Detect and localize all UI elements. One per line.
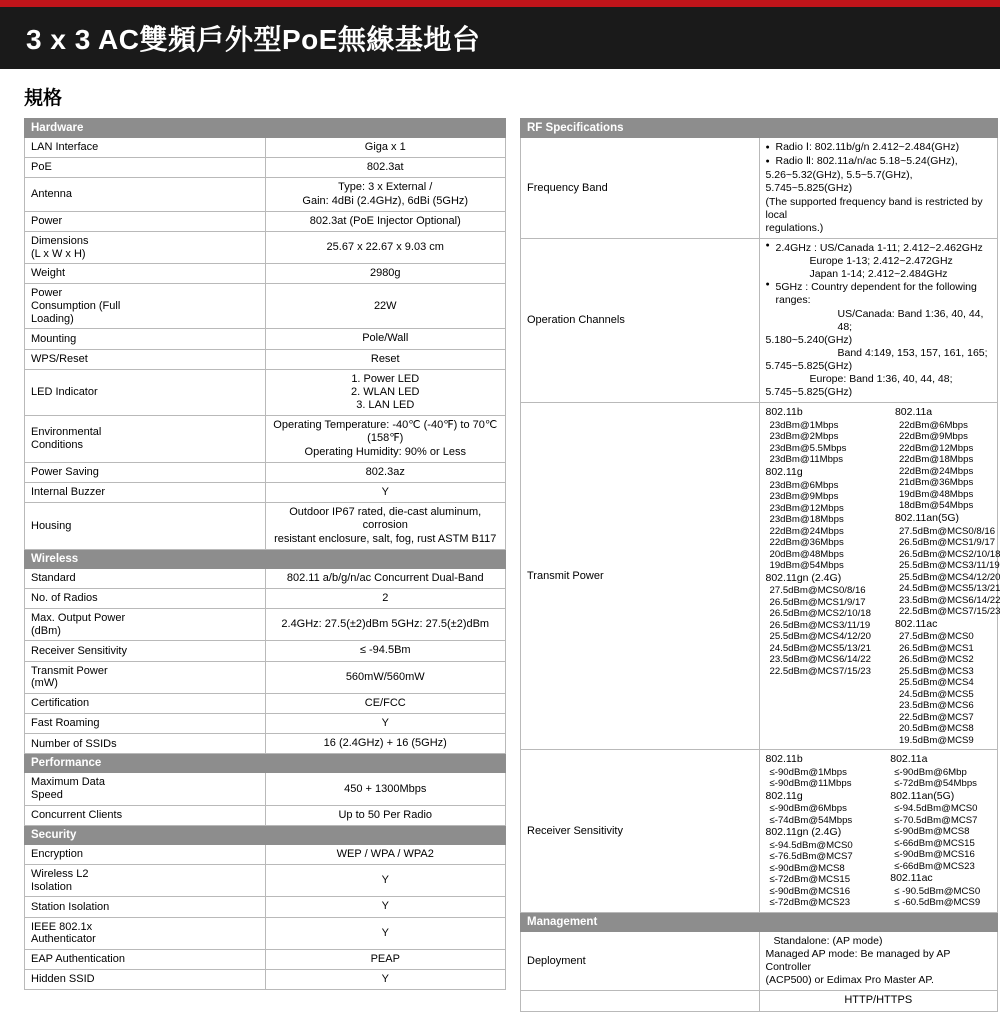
power-value-line: 24.5dBm@MCS5 (898, 688, 974, 700)
deployment-line: Standalone: (AP mode) (773, 934, 883, 947)
spec-value: 802.3az (265, 462, 506, 482)
transmit-power-left (766, 406, 871, 746)
transmit-power-label: Transmit Power (521, 403, 760, 750)
power-value-line: 23dBm@6Mbps (769, 479, 839, 491)
power-group-title: 802.11ac (894, 617, 938, 630)
table-row (25, 178, 506, 211)
section-heading: 規格 (24, 88, 63, 109)
power-value-line: 20dBm@48Mbps (769, 548, 844, 560)
frequency-bullet: ● Radio Ⅰ: 802.11b/g/n 2.412~2.484(GHz) (766, 141, 992, 154)
power-value-line: 23dBm@11Mbps (769, 454, 844, 466)
power-value-line: 23dBm@18Mbps (769, 514, 844, 526)
spec-label: PoE (25, 158, 266, 178)
table-row (25, 568, 506, 588)
left-spec-column (24, 118, 506, 1012)
product-title-banner (0, 7, 1000, 69)
power-group-title: 802.11a (890, 753, 928, 766)
power-group-title: 802.11b (765, 753, 803, 766)
table-row (25, 158, 506, 178)
power-value-line: ≤-72dBm@MCS23 (769, 897, 851, 909)
table-row (25, 714, 506, 734)
spec-value: PEAP (265, 949, 506, 969)
power-value-line: 25.5dBm@MCS3 (898, 665, 974, 677)
operation-channel-line: Band 4:149, 153, 157, 161, 165; (837, 346, 988, 359)
receiver-sensitivity-right (876, 753, 991, 909)
spec-label: Hidden SSID (25, 970, 266, 990)
spec-value: 802.11 a/b/g/n/ac Concurrent Dual-Band (265, 568, 506, 588)
power-group-title: 802.11b (765, 406, 803, 419)
spec-label: Encryption (25, 844, 266, 864)
group-header: Performance (25, 754, 506, 773)
power-value-line: 22dBm@6Mbps (898, 419, 968, 431)
spec-value: Outdoor IP67 rated, die-cast aluminum, corrosion resistant enclosure, salt, fog, rust ASTM B117 (265, 503, 506, 550)
table-row (25, 865, 506, 897)
spec-label: Transmit Power (mW) (25, 661, 266, 693)
power-value-line: ≤-66dBm@MCS23 (894, 860, 975, 872)
spec-label: Internal Buzzer (25, 483, 266, 503)
right-spec-table (520, 118, 998, 1012)
power-value-line: ≤-90dBm@6Mbps (769, 803, 847, 815)
power-value-line: ≤-90dBm@MCS16 (769, 885, 851, 897)
deployment-row (521, 931, 998, 991)
management-protocol-row (521, 991, 998, 1011)
bullet-icon: ● (765, 281, 770, 289)
operation-channel-line: Japan 1-14; 2.412~2.484GHz (809, 268, 948, 281)
spec-value: Y (265, 865, 506, 897)
top-red-rule (0, 0, 1000, 7)
spec-value: Operating Temperature: -40℃ (-40℉) to 70℃ (158℉) Operating Humidity: 90% or Less (265, 416, 506, 463)
spec-value: Type: 3 x External / Gain: 4dBi (2.4GHz), 6dBi (5GHz) (265, 178, 506, 211)
table-row (25, 734, 506, 754)
table-row (25, 897, 506, 917)
spec-label: Weight (25, 264, 266, 284)
table-row (25, 773, 506, 805)
spec-label: Power Consumption (Full Loading) (25, 284, 266, 329)
frequency-note-line: 5.26~5.32(GHz), 5.5~5.7(GHz), 5.745~5.825(GHz) (765, 169, 913, 195)
spec-columns (0, 118, 1000, 1012)
spec-value: Y (265, 714, 506, 734)
rf-spec-header-row (521, 119, 998, 138)
power-value-line: ≤-90dBm@MCS8 (894, 826, 970, 838)
frequency-note-line: regulations.) (765, 221, 824, 234)
table-row (25, 693, 506, 713)
spec-label: Max. Output Power (dBm) (25, 609, 266, 641)
power-value-line: 23.5dBm@MCS6 (898, 700, 974, 712)
group-header-row (25, 754, 506, 773)
spec-label: LAN Interface (25, 138, 266, 158)
bullet-icon: ● (765, 241, 770, 249)
power-value-line: 26.5dBm@MCS2 (898, 654, 974, 666)
table-row (25, 805, 506, 825)
power-value-line: 18dBm@54Mbps (898, 500, 974, 512)
deployment-label: Deployment (521, 931, 760, 991)
group-header: Hardware (25, 119, 506, 138)
spec-label: No. of Radios (25, 588, 266, 608)
management-protocol-label (521, 991, 760, 1011)
operation-channels-label: Operation Channels (521, 238, 760, 403)
spec-label: Environmental Conditions (25, 416, 266, 463)
spec-value: Reset (265, 349, 506, 369)
operation-channel-line: 5.180~5.240(GHz) (765, 333, 853, 346)
power-value-line: ≤-90dBm@MCS16 (894, 849, 975, 861)
receiver-sensitivity-row (521, 750, 998, 913)
power-group-title: 802.11gn (2.4G) (765, 571, 842, 584)
spec-value: Up to 50 Per Radio (265, 805, 506, 825)
frequency-band-value (759, 138, 998, 239)
table-row (25, 211, 506, 231)
group-header: Wireless (25, 549, 506, 568)
table-row (25, 369, 506, 416)
table-row (25, 231, 506, 263)
power-value-line: 25.5dBm@MCS4/12/20 (898, 571, 1000, 583)
table-row (25, 641, 506, 661)
power-value-line: 27.5dBm@MCS0 (898, 631, 974, 643)
spec-value: Y (265, 970, 506, 990)
table-row (25, 917, 506, 949)
power-value-line: 23dBm@1Mbps (769, 419, 839, 431)
receiver-sensitivity-label: Receiver Sensitivity (521, 750, 760, 913)
power-value-line: 22.5dBm@MCS7/15/23 (769, 665, 871, 677)
power-value-line: ≤ -90.5dBm@MCS0 (894, 885, 981, 897)
power-value-line: 25.5dBm@MCS4/12/20 (769, 631, 871, 643)
power-value-line: 23dBm@2Mbps (769, 431, 839, 443)
power-value-line: ≤-90dBm@MCS8 (769, 862, 845, 874)
spec-label: Mounting (25, 329, 266, 349)
management-header-row (521, 912, 998, 931)
power-group-title: 802.11g (765, 789, 803, 802)
power-value-line: ≤-72dBm@MCS15 (769, 874, 851, 886)
power-value-line: ≤-94.5dBm@MCS0 (769, 839, 853, 851)
management-header: Management (521, 912, 998, 931)
spec-label: Housing (25, 503, 266, 550)
spec-label: Power (25, 211, 266, 231)
transmit-power-right (881, 406, 1000, 746)
power-value-line: 24.5dBm@MCS5/13/21 (769, 642, 871, 654)
spec-value: 16 (2.4GHz) + 16 (5GHz) (265, 734, 506, 754)
table-row (25, 588, 506, 608)
power-value-line: 19dBm@48Mbps (898, 488, 974, 500)
power-value-line: ≤-70.5dBm@MCS7 (894, 814, 978, 826)
spec-label: Certification (25, 693, 266, 713)
power-group-title: 802.11a (894, 406, 933, 419)
table-row (25, 609, 506, 641)
power-value-line: ≤ -60.5dBm@MCS9 (894, 897, 981, 909)
spec-label: EAP Authentication (25, 949, 266, 969)
left-spec-table (24, 118, 506, 990)
table-row (25, 138, 506, 158)
table-row (25, 949, 506, 969)
power-value-line: 19dBm@54Mbps (769, 560, 844, 572)
table-row (25, 844, 506, 864)
power-value-line: 22dBm@9Mbps (898, 431, 968, 443)
power-value-line: 23dBm@5.5Mbps (769, 442, 847, 454)
right-spec-column (520, 118, 998, 1012)
power-value-line: ≤-90dBm@6Mbp (894, 766, 967, 778)
spec-label: Antenna (25, 178, 266, 211)
spec-label: WPS/Reset (25, 349, 266, 369)
power-value-line: 26.5dBm@MCS1/9/17 (769, 596, 866, 608)
power-value-line: 25.5dBm@MCS4 (898, 677, 974, 689)
frequency-bullet: ● Radio Ⅱ: 802.11a/n/ac 5.18~5.24(GHz), (766, 155, 992, 168)
table-row (25, 284, 506, 329)
power-value-line: 23.5dBm@MCS6/14/22 (769, 654, 871, 666)
spec-value: 2.4GHz: 27.5(±2)dBm 5GHz: 27.5(±2)dBm (265, 609, 506, 641)
group-header: Security (25, 825, 506, 844)
spec-value: Y (265, 917, 506, 949)
spec-value: 802.3at (PoE Injector Optional) (265, 211, 506, 231)
table-row (25, 349, 506, 369)
deployment-line: (ACP500) or Edimax Pro Master AP. (765, 974, 934, 987)
spec-value: 1. Power LED 2. WLAN LED 3. LAN LED (265, 369, 506, 416)
power-value-line: 26.5dBm@MCS2/10/18 (769, 608, 871, 620)
power-value-line: 19.5dBm@MCS9 (898, 734, 974, 746)
operation-channel-line: US/Canada: Band 1:36, 40, 44, 48; (837, 307, 984, 333)
spec-label: Dimensions (L x W x H) (25, 231, 266, 263)
power-value-line: 23.5dBm@MCS6/14/22 (898, 594, 1000, 606)
spec-value: WEP / WPA / WPA2 (265, 844, 506, 864)
power-value-line: ≤-90dBm@1Mbps (769, 766, 847, 778)
operation-channel-line: 5.745~5.825(GHz) (765, 360, 853, 372)
table-row (25, 416, 506, 463)
page-title: 3 x 3 AC雙頻戶外型PoE無線基地台 (26, 24, 481, 55)
spec-value: 802.3at (265, 158, 506, 178)
power-value-line: ≤-76.5dBm@MCS7 (769, 851, 853, 863)
spec-label: Power Saving (25, 462, 266, 482)
power-value-line: 22dBm@24Mbps (898, 465, 974, 477)
spec-label: IEEE 802.1x Authenticator (25, 917, 266, 949)
operation-channels-value (759, 238, 998, 403)
frequency-band-bullets (766, 141, 992, 168)
power-value-line: 21dBm@36Mbps (898, 477, 974, 489)
spec-label: Number of SSIDs (25, 734, 266, 754)
power-group-title: 802.11g (765, 465, 803, 478)
spec-value: 2980g (265, 264, 506, 284)
power-value-line: 25.5dBm@MCS3/11/19 (898, 560, 1000, 572)
group-header-row (25, 549, 506, 568)
spec-label: Concurrent Clients (25, 805, 266, 825)
spec-label: Wireless L2 Isolation (25, 865, 266, 897)
table-row (25, 503, 506, 550)
transmit-power-value (759, 403, 998, 750)
management-protocol-value: HTTP/HTTPS (759, 991, 998, 1011)
transmit-power-row (521, 403, 998, 750)
group-header-row (25, 119, 506, 138)
spec-value: CE/FCC (265, 693, 506, 713)
operation-channel-line: ● 2.4GHz : US/Canada 1-11; 2.412~2.462GHz (765, 241, 983, 254)
spec-value: Y (265, 483, 506, 503)
frequency-band-row (521, 138, 998, 239)
spec-label: Maximum Data Speed (25, 773, 266, 805)
operation-channel-line: Europe 1-13; 2.412~2.472GHz (809, 255, 953, 267)
spec-label: Receiver Sensitivity (25, 641, 266, 661)
spec-label: Fast Roaming (25, 714, 266, 734)
power-value-line: 22dBm@36Mbps (769, 537, 844, 549)
operation-channel-line: Europe: Band 1:36, 40, 44, 48; (809, 373, 953, 386)
power-group-title: 802.11gn (2.4G) (765, 826, 842, 839)
power-value-line: 22.5dBm@MCS7/15/23 (898, 606, 1000, 618)
frequency-note-line: (The supported frequency band is restricted by local (765, 195, 983, 221)
deployment-value (759, 931, 998, 991)
spec-label: Standard (25, 568, 266, 588)
power-value-line: ≤-74dBm@54Mbps (769, 814, 853, 826)
spec-value: 560mW/560mW (265, 661, 506, 693)
power-value-line: 22dBm@18Mbps (898, 454, 974, 466)
table-row (25, 462, 506, 482)
power-value-line: 27.5dBm@MCS0/8/16 (769, 585, 866, 597)
deployment-line: Managed AP mode: Be managed by AP Controller (765, 948, 951, 974)
power-value-line: ≤-66dBm@MCS15 (894, 837, 975, 849)
operation-channels-row (521, 238, 998, 403)
power-value-line: 27.5dBm@MCS0/8/16 (898, 525, 996, 537)
power-value-line: 26.5dBm@MCS1 (898, 642, 974, 654)
power-value-line: 26.5dBm@MCS1/9/17 (898, 537, 996, 549)
table-row (25, 329, 506, 349)
spec-value: 2 (265, 588, 506, 608)
power-group-title: 802.11an(5G) (894, 511, 959, 524)
spec-value: ≤ -94.5Bm (265, 641, 506, 661)
group-header-row (25, 825, 506, 844)
power-value-line: ≤-90dBm@11Mbps (769, 778, 852, 790)
spec-label: Station Isolation (25, 897, 266, 917)
spec-value: Giga x 1 (265, 138, 506, 158)
power-value-line: 23dBm@9Mbps (769, 491, 839, 503)
rf-spec-header: RF Specifications (521, 119, 998, 138)
receiver-sensitivity-left (766, 753, 867, 909)
spec-value: 22W (265, 284, 506, 329)
power-value-line: 22dBm@12Mbps (898, 442, 974, 454)
power-value-line: 22.5dBm@MCS7 (898, 711, 974, 723)
power-value-line: 24.5dBm@MCS5/13/21 (898, 583, 1000, 595)
power-value-line: ≤-72dBm@54Mbps (894, 778, 977, 790)
power-value-line: 26.5dBm@MCS2/10/18 (898, 548, 1000, 560)
table-row (25, 483, 506, 503)
operation-channel-line: ● 5GHz : Country dependent for the following ranges: (765, 281, 977, 307)
power-value-line: ≤-94.5dBm@MCS0 (894, 803, 978, 815)
power-group-title: 802.11ac (890, 872, 933, 885)
spec-value: 25.67 x 22.67 x 9.03 cm (265, 231, 506, 263)
frequency-band-notes (766, 169, 992, 235)
frequency-band-label: Frequency Band (521, 138, 760, 239)
spec-value: Y (265, 897, 506, 917)
power-value-line: 22dBm@24Mbps (769, 525, 844, 537)
power-group-title: 802.11an(5G) (890, 789, 955, 802)
table-row (25, 264, 506, 284)
power-value-line: 26.5dBm@MCS3/11/19 (769, 619, 871, 631)
operation-channel-line: 5.745~5.825(GHz) (765, 386, 853, 399)
receiver-sensitivity-value (759, 750, 998, 913)
table-row (25, 970, 506, 990)
spec-value: 450 + 1300Mbps (265, 773, 506, 805)
power-value-line: 20.5dBm@MCS8 (898, 723, 974, 735)
spec-label: LED Indicator (25, 369, 266, 416)
spec-value: Pole/Wall (265, 329, 506, 349)
table-row (25, 661, 506, 693)
power-value-line: 23dBm@12Mbps (769, 502, 844, 514)
